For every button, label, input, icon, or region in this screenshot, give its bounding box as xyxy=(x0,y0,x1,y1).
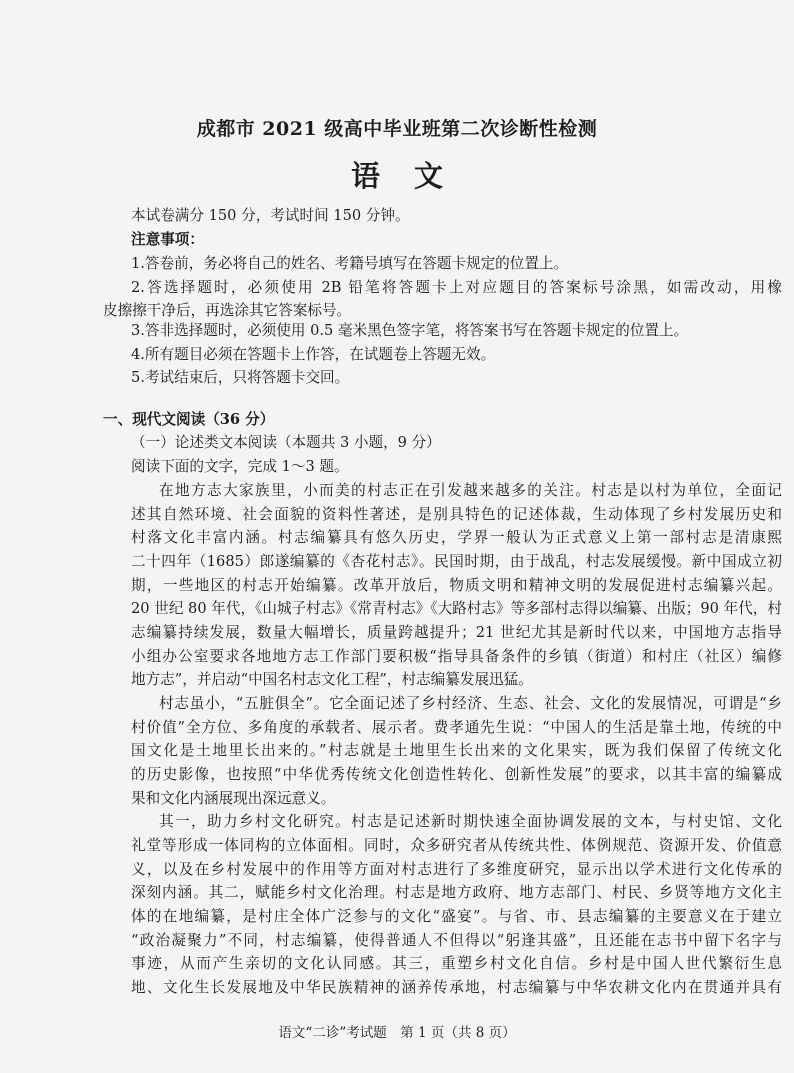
passage-line: 村志虽小，“五脏俱全”。它全面记述了乡村经济、生态、社会、文化的发展情况，可谓是“乡 xyxy=(159,695,782,712)
passage-line: 地、文化生长发展地及中华民族精神的涵养传承地，村志编纂与中华农耕文化内在贯通并具有 xyxy=(131,979,782,996)
reading-prompt: 阅读下面的文字，完成 1～3 题。 xyxy=(131,458,349,475)
passage-line: 20 世纪 80 年代，《山城子村志》《常青村志》《大路村志》等多部村志得以编纂、出版；90 年代，村 xyxy=(131,600,782,617)
passage-line: 国文化是土地里长出来的。”村志就是土地里生长出来的文化果实，既为我们保留了传统文化 xyxy=(131,742,782,759)
notice-item: 5.考试结束后，只将答题卡交回。 xyxy=(131,369,350,386)
passage-line: 义，以及在乡村发展中的作用等方面对村志进行了多维度研究，显示出以学术进行文化传承的 xyxy=(131,861,782,878)
notice-item: 皮擦擦干净后，再选涂其它答案标号。 xyxy=(103,302,352,319)
passage-line: 地方志”，并启动“中国名村志文化工程”，村志编纂发展迅猛。 xyxy=(131,671,533,688)
passage-line: 志编纂持续发展，数量大幅增长，质量跨越提升；21 世纪尤其是新时代以来，中国地方志指导 xyxy=(131,624,782,641)
passage-line: “政治凝聚力”不同，村志编纂，使得普通人不但得以“躬逢其盛”，且还能在志书中留下名字与 xyxy=(131,932,782,949)
passage-line: 在地方志大家族里，小而美的村志正在引发越来越多的关注。村志是以村为单位，全面记 xyxy=(159,482,782,499)
subject-title: 语文 xyxy=(350,159,477,193)
notice-item: 2.答选择题时，必须使用 2B 铅笔将答题卡上对应题目的答案标号涂黑，如需改动，用橡 xyxy=(131,279,782,296)
passage-line: 礼堂等形成一体同构的立体面相。同时，众多研究者从传统共性、体例规范、资源开发、价值意 xyxy=(131,837,782,854)
passage-line: 述其自然环境、社会面貌的资料性著述，是别具特色的记述体裁，生动体现了乡村发展历史和 xyxy=(131,506,782,523)
passage-line: 二十四年（1685）郎遂编纂的《杏花村志》。民国时期，由于战乱，村志发展缓慢。新中国成立初 xyxy=(131,553,782,570)
section-heading: 一、现代文阅读（36 分） xyxy=(103,411,275,428)
sub-section-heading: （一）论述类文本阅读（本题共 3 小题，9 分） xyxy=(131,434,441,451)
notice-item: 3.答非选择题时，必须使用 0.5 毫米黑色签字笔，将答案书写在答题卡规定的位置上。 xyxy=(131,322,689,339)
passage-line: 小组办公室要求各地地方志工作部门要积极“指导具备条件的乡镇（街道）和村庄（社区）编修 xyxy=(131,648,782,665)
notice-item: 1.答卷前，务必将自己的姓名、考籍号填写在答题卡规定的位置上。 xyxy=(131,255,569,272)
passage-line: 村落文化丰富内涵。村志编纂具有悠久历史，学界一般认为正式意义上第一部村志是清康熙 xyxy=(131,529,782,546)
notice-heading: 注意事项： xyxy=(131,231,204,248)
exam-intro: 本试卷满分 150 分，考试时间 150 分钟。 xyxy=(131,207,410,224)
page-footer: 语文“二诊”考试题 第 1 页（共 8 页） xyxy=(278,1025,516,1041)
passage-line: 体的在地编纂，是村庄全体广泛参与的文化“盛宴”。与省、市、县志编纂的主要意义在于建立 xyxy=(131,908,782,925)
notice-item: 4.所有题目必须在答题卡上作答，在试题卷上答题无效。 xyxy=(131,346,496,363)
passage-line: 深刻内涵。其二，赋能乡村文化治理。村志是地方政府、地方志部门、村民、乡贤等地方文化主 xyxy=(131,884,782,901)
exam-title: 成都市 2021 级高中毕业班第二次诊断性检测 xyxy=(196,118,598,140)
passage-line: 期，一些地区的村志开始编纂。改革开放后，物质文明和精神文明的发展促进村志编纂兴起。 xyxy=(131,577,782,594)
passage-line: 其一，助力乡村文化研究。村志是记述新时期快速全面协调发展的文本，与村史馆、文化 xyxy=(159,813,782,830)
passage-line: 的历史影像，也按照“中华优秀传统文化创造性转化、创新性发展”的要求，以其丰富的编纂成 xyxy=(131,766,782,783)
passage-line: 事迹，从而产生亲切的文化认同感。其三，重塑乡村文化自信。乡村是中国人世代繁衍生息 xyxy=(131,955,782,972)
passage-line: 村价值”全方位、多角度的承载者、展示者。费孝通先生说：“中国人的生活是靠土地，传统的中 xyxy=(131,719,782,736)
passage-line: 果和文化内涵展现出深远意义。 xyxy=(131,790,336,807)
